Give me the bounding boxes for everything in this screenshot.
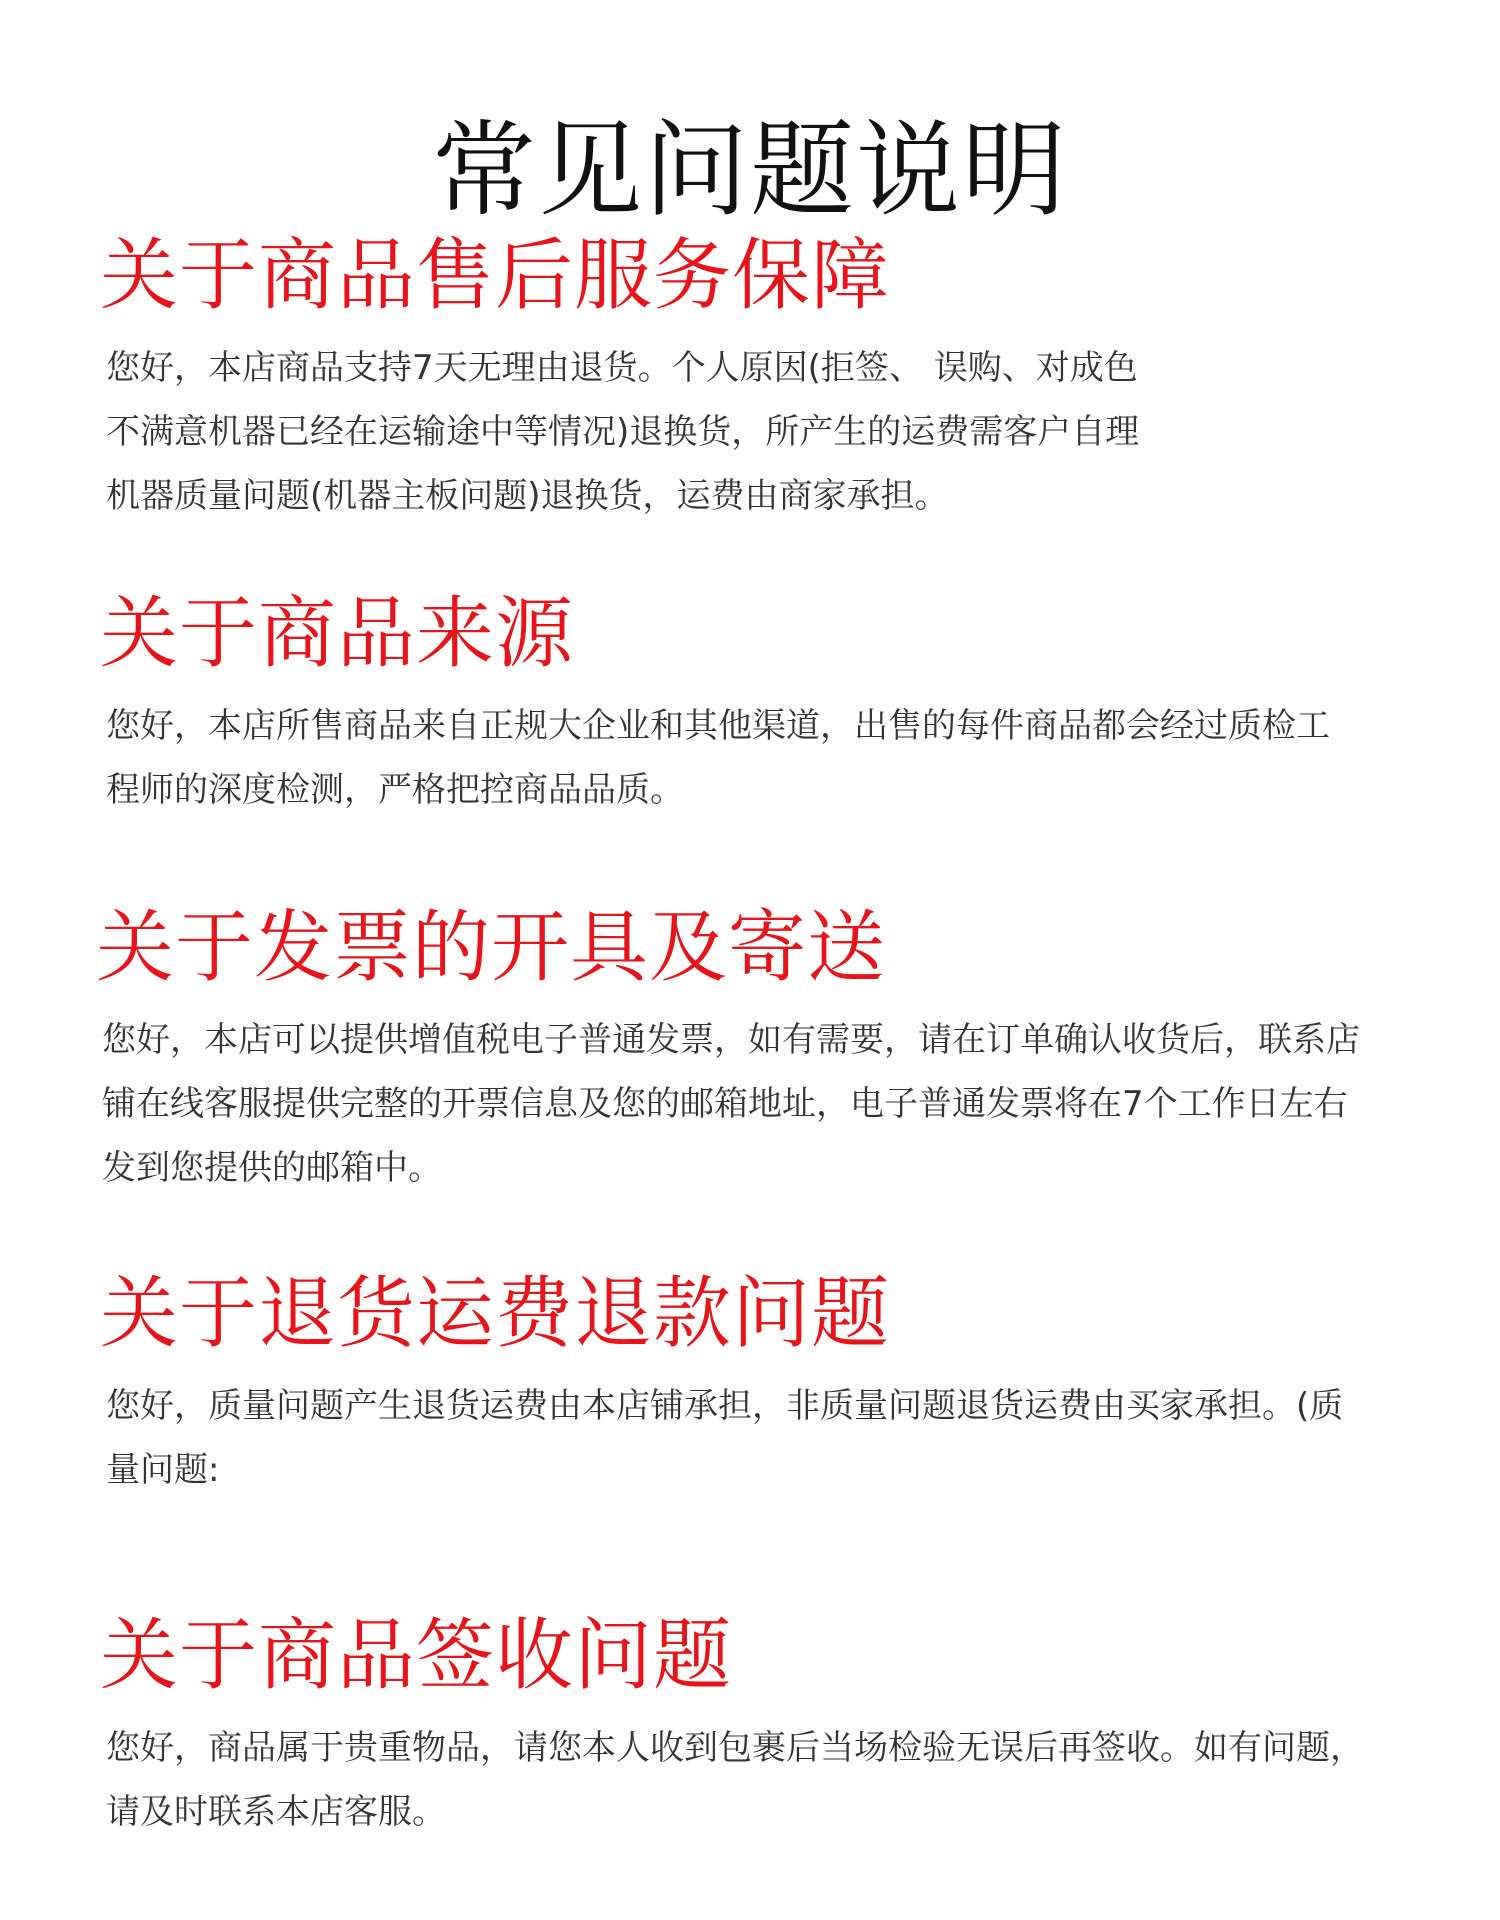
section-after-sales bbox=[100, 230, 1440, 528]
section-product-source bbox=[100, 588, 1440, 822]
body-line: 铺在线客服提供完整的开票信息及您的邮箱地址，电子普通发票将在7个工作日左右 bbox=[102, 1084, 1348, 1124]
section-delivery-signing bbox=[100, 1610, 1440, 1844]
body-line: 请及时联系本店客服。 bbox=[106, 1792, 446, 1832]
body-line: 机器质量问题(机器主板问题)退换货，运费由商家承担。 bbox=[106, 476, 949, 516]
body-line: 不满意机器已经在运输途中等情况)退换货，所产生的运费需客户自理 bbox=[106, 412, 1140, 452]
body-line: 您好，本店可以提供增值税电子普通发票，如有需要，请在订单确认收货后，联系店 bbox=[102, 1020, 1360, 1060]
section-body bbox=[106, 1374, 1440, 1502]
section-heading: 关于商品来源 bbox=[100, 589, 575, 679]
page-title: 常见问题说明 bbox=[431, 108, 1068, 231]
section-body bbox=[106, 1716, 1440, 1844]
section-body bbox=[106, 694, 1440, 822]
body-line: 您好，质量问题产生退货运费由本店铺承担，非质量问题退货运费由买家承担。(质 bbox=[106, 1386, 1344, 1426]
section-heading: 关于退货运费退款问题 bbox=[100, 1269, 891, 1359]
section-return-shipping bbox=[100, 1268, 1440, 1502]
section-heading: 关于商品签收问题 bbox=[100, 1611, 733, 1701]
section-body bbox=[106, 336, 1440, 528]
body-line: 您好，本店所售商品来自正规大企业和其他渠道，出售的每件商品都会经过质检工 bbox=[106, 706, 1330, 746]
body-line: 您好，商品属于贵重物品，请您本人收到包裹后当场检验无误后再签收。如有问题， bbox=[106, 1728, 1364, 1768]
section-invoice bbox=[96, 902, 1436, 1200]
body-line: 量问题: bbox=[106, 1450, 220, 1490]
section-body bbox=[102, 1008, 1436, 1200]
body-line: 发到您提供的邮箱中。 bbox=[102, 1148, 442, 1188]
section-heading: 关于发票的开具及寄送 bbox=[96, 903, 887, 993]
body-line: 您好，本店商品支持7天无理由退货。个人原因(拒签、 误购、对成色 bbox=[106, 348, 1138, 388]
section-heading: 关于商品售后服务保障 bbox=[100, 231, 891, 321]
body-line: 程师的深度检测，严格把控商品品质。 bbox=[106, 770, 684, 810]
